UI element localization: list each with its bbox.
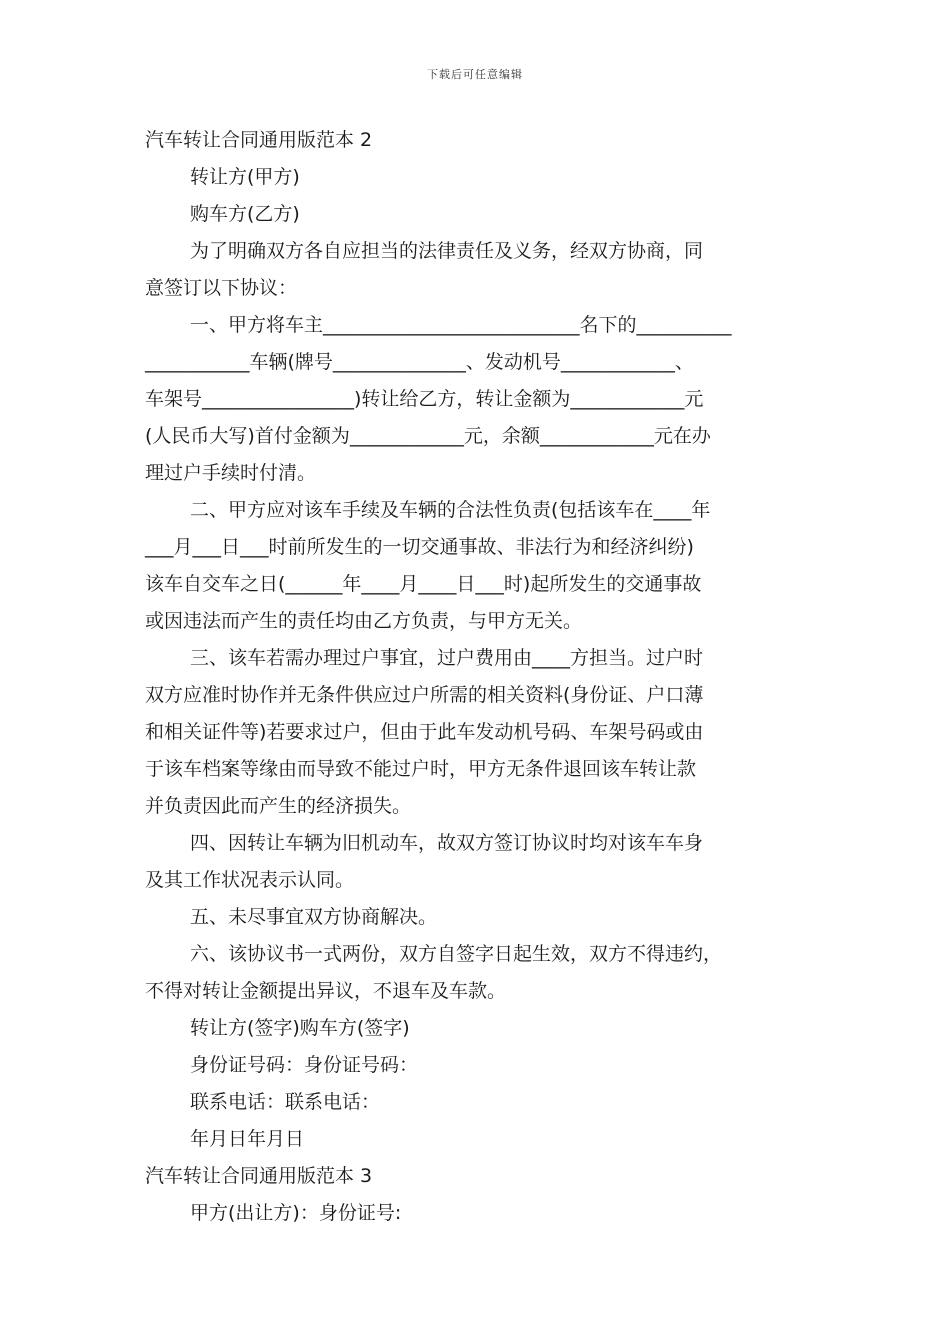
paragraph-line: 车架号________________)转让给乙方，转让金额为____________元 xyxy=(145,388,704,410)
paragraph-line: 为了明确双方各自应担当的法律责任及义务，经双方协商，同 xyxy=(190,240,704,262)
paragraph-line: 并负责因此而产生的经济损失。 xyxy=(145,795,412,817)
date-line: 年月日年月日 xyxy=(190,1128,305,1150)
document-body xyxy=(145,121,807,1232)
paragraph-line: 五、未尽事宜双方协商解决。 xyxy=(190,906,438,928)
paragraph-line: (人民币大写)首付金额为____________元，余额____________元在办 xyxy=(145,425,711,447)
paragraph-line: 和相关证件等)若要求过户，但由于此车发动机号码、车架号码或由 xyxy=(145,721,704,743)
paragraph-line: 该车自交车之日(______年____月____日___时)起所发生的交通事故 xyxy=(145,573,702,595)
section-title: 汽车转让合同通用版范本 2 xyxy=(145,129,373,151)
paragraph-line: 意签订以下协议： xyxy=(145,277,298,299)
paragraph-line: 一、甲方将车主___________________________名下的__________ xyxy=(190,314,732,336)
paragraph-line: ___月___日___时前所发生的一切交通事故、非法行为和经济纠纷) xyxy=(145,536,694,558)
paragraph-line: 六、该协议书一式两份，双方自签字日起生效，双方不得违约， xyxy=(190,943,723,965)
section-title: 汽车转让合同通用版范本 3 xyxy=(145,1165,373,1187)
paragraph-line: 或因违法而产生的责任均由乙方负责，与甲方无关。 xyxy=(145,610,583,632)
signature-line: 转让方(签字)购车方(签字) xyxy=(190,1017,410,1039)
paragraph-line: 于该车档案等缘由而导致不能过户时，甲方无条件退回该车转让款 xyxy=(145,758,697,780)
paragraph-line: 及其工作状况表示认同。 xyxy=(145,869,355,891)
paragraph-line: 三、该车若需办理过户事宜，过户费用由____方担当。过户时 xyxy=(190,647,704,669)
paragraph-line: 转让方(甲方) xyxy=(190,166,300,188)
phone-line: 联系电话：联系电话： xyxy=(190,1091,381,1113)
paragraph-line: 购车方(乙方) xyxy=(190,203,300,225)
page-header-note: 下载后可任意编辑 xyxy=(427,68,523,81)
paragraph-line: 双方应准时协作并无条件供应过户所需的相关资料(身份证、户口薄 xyxy=(145,684,704,706)
paragraph-line: 理过户手续时付清。 xyxy=(145,462,317,484)
paragraph-line: 甲方(出让方)：身份证号: xyxy=(190,1202,402,1224)
paragraph-line: 不得对转让金额提出异议，不退车及车款。 xyxy=(145,980,507,1002)
paragraph-line: 二、甲方应对该车手续及车辆的合法性负责(包括该车在____年 xyxy=(190,499,711,521)
id-number-line: 身份证号码：身份证号码： xyxy=(190,1054,419,1076)
paragraph-line: ___________车辆(牌号______________、发动机号____________、 xyxy=(145,351,694,373)
paragraph-line: 四、因转让车辆为旧机动车，故双方签订协议时均对该车车身 xyxy=(190,832,704,854)
